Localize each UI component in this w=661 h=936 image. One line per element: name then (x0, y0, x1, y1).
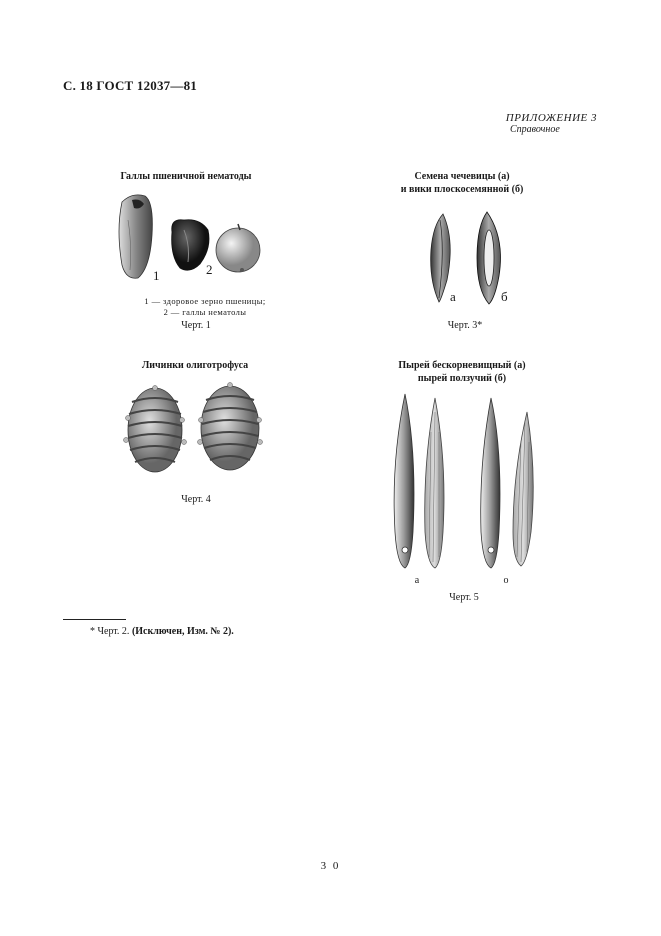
healthy-wheat-grain (119, 195, 152, 278)
appendix-subtitle: Справочное (510, 124, 560, 135)
larva-2 (198, 383, 263, 471)
fig1-illustration (110, 190, 270, 285)
wheatgrass-a-back (425, 398, 444, 568)
nematode-gall-dark (172, 220, 209, 271)
fig3-caption: Черт. 3* (447, 320, 483, 331)
fig1-caption: Черт. 1 (181, 320, 211, 331)
fig5-label-b: о (503, 575, 509, 586)
fig1-title: Галлы пшеничной нематоды (120, 171, 252, 182)
couch-grass-b-back (513, 412, 533, 566)
larva-1 (124, 386, 187, 473)
couch-grass-b-front (481, 398, 500, 568)
vetch-seed (477, 212, 501, 304)
fig1-label-1: 1 (153, 268, 160, 283)
fig1-label-2: 2 (206, 262, 213, 277)
fig5-title-line1: Пырей бескорневищный (а) (398, 360, 526, 371)
fig3-label-b: б (501, 289, 508, 304)
fig5-title-line2: пырей ползучий (б) (417, 373, 507, 384)
fig5-label-a: а (414, 575, 420, 586)
fig3-title-line2: и вики плоскосемянной (б) (400, 184, 524, 195)
footnote-prefix: * Черт. 2. (90, 626, 130, 637)
fig3-label-a: а (450, 289, 456, 304)
wheatgrass-a-front (394, 394, 414, 568)
fig3-illustration (425, 210, 525, 305)
page-number: 3 0 (320, 860, 341, 872)
footnote (90, 626, 234, 637)
fig5-caption: Черт. 5 (449, 592, 479, 603)
document-header: С. 18 ГОСТ 12037—81 (63, 78, 197, 93)
fig4-title: Личинки олиготрофуса (141, 360, 249, 371)
appendix-title: ПРИЛОЖЕНИЕ 3 (505, 112, 597, 124)
nematode-gall-round (216, 224, 260, 272)
footnote-bold: (Исключен, Изм. № 2). (131, 626, 234, 637)
fig1-legend-line1: 1 — здоровое зерно пшеницы; (144, 296, 266, 306)
fig3-title-line1: Семена чечевицы (а) (414, 171, 510, 182)
fig5-illustration (385, 392, 545, 572)
footnote-rule (63, 619, 126, 620)
fig4-illustration (120, 380, 270, 480)
fig1-legend-line2: 2 — галлы нематолы (163, 307, 247, 317)
lentil-seed (431, 214, 451, 302)
fig4-caption: Черт. 4 (181, 494, 211, 505)
